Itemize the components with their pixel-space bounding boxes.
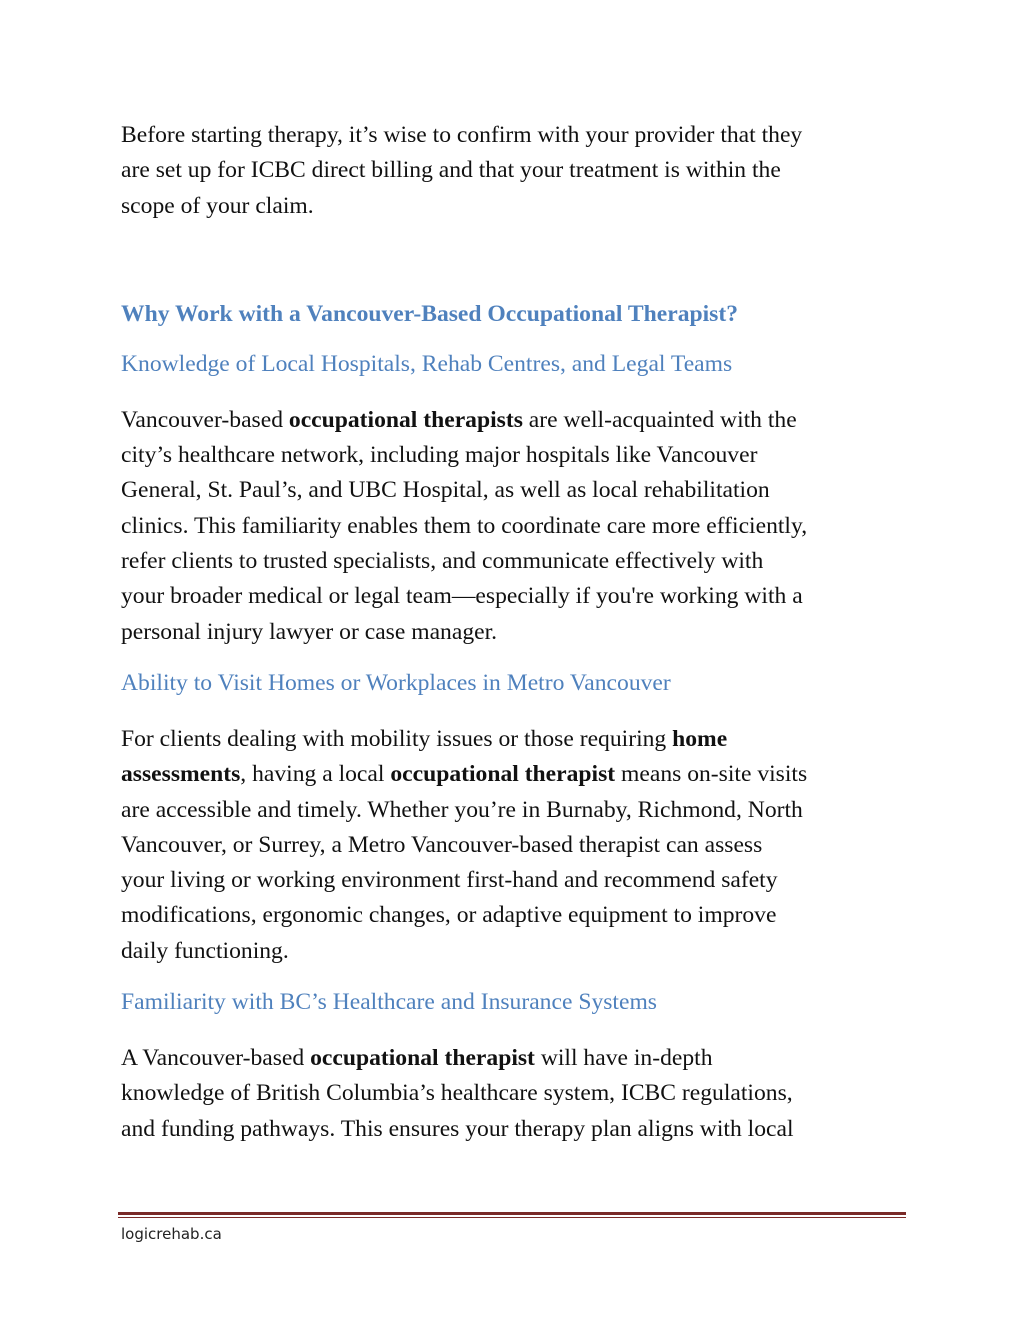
sub-heading-local-knowledge: Knowledge of Local Hospitals, Rehab Centres, and Legal Teams — [121, 350, 733, 377]
bc-systems-paragraph — [121, 1041, 911, 1147]
paragraph-line: clinics. This familiarity enables them to coordinate care more efficiently, — [121, 512, 808, 539]
home-visits-paragraph — [121, 722, 911, 969]
sub-heading-home-visits: Ability to Visit Homes or Workplaces in Metro Vancouver — [121, 669, 671, 696]
intro-paragraph — [121, 118, 911, 224]
paragraph-line: refer clients to trusted specialists, and communicate effectively with — [121, 548, 764, 575]
bold-term: occupational therapist — [390, 761, 616, 788]
paragraph-line — [121, 757, 911, 792]
intro-line: scope of your claim. — [121, 192, 314, 219]
intro-line: Before starting therapy, it’s wise to confirm with your provider that they — [121, 122, 803, 148]
paragraph-line: modifications, ergonomic changes, or adaptive equipment to improve — [121, 902, 777, 929]
text-run: Vancouver-based — [121, 406, 289, 433]
paragraph-line — [121, 722, 911, 757]
text-run: are well-acquainted with the — [522, 406, 797, 433]
bold-term: occupational therapists — [288, 406, 523, 433]
text-run: , having a local — [240, 761, 391, 788]
paragraph-line: are accessible and timely. Whether you’re in Burnaby, Richmond, North — [121, 796, 803, 823]
bold-term: assessments — [121, 761, 241, 788]
text-run: A Vancouver-based — [121, 1045, 311, 1072]
paragraph-line: your broader medical or legal team—especially if you're working with a — [121, 583, 803, 610]
footer-website: logicrehab.ca — [121, 1225, 222, 1243]
section-heading: Why Work with a Vancouver-Based Occupational Therapist? — [121, 300, 739, 327]
paragraph-line: your living or working environment first-hand and recommend safety — [121, 867, 778, 894]
paragraph-line: knowledge of British Columbia’s healthcare system, ICBC regulations, — [121, 1080, 793, 1107]
text-run: means on-site visits — [615, 761, 808, 788]
text-run: For clients dealing with mobility issues or those requiring — [121, 725, 673, 752]
paragraph-line: city’s healthcare network, including major hospitals like Vancouver — [121, 442, 758, 469]
local-knowledge-paragraph — [121, 403, 911, 650]
paragraph-line: and funding pathways. This ensures your therapy plan aligns with local — [121, 1115, 794, 1142]
document-page — [121, 118, 911, 1147]
footer-divider — [118, 1212, 906, 1218]
paragraph-line: daily functioning. — [121, 937, 289, 964]
paragraph-line: Vancouver, or Surrey, a Metro Vancouver-based therapist can assess — [121, 831, 763, 858]
bold-term: occupational therapist — [310, 1045, 535, 1072]
paragraph-line — [121, 1041, 911, 1076]
sub-heading-bc-systems: Familiarity with BC’s Healthcare and Insurance Systems — [121, 989, 657, 1016]
intro-line: are set up for ICBC direct billing and that your treatment is within the — [121, 157, 781, 184]
paragraph-line: personal injury lawyer or case manager. — [121, 618, 498, 645]
paragraph-line — [121, 403, 911, 438]
paragraph-line: General, St. Paul’s, and UBC Hospital, as well as local rehabilitation — [121, 477, 770, 504]
text-run: will have in-depth — [534, 1045, 713, 1072]
bold-term: home — [672, 725, 728, 752]
footer-divider-thick — [118, 1212, 906, 1215]
footer-divider-thin — [118, 1217, 906, 1218]
